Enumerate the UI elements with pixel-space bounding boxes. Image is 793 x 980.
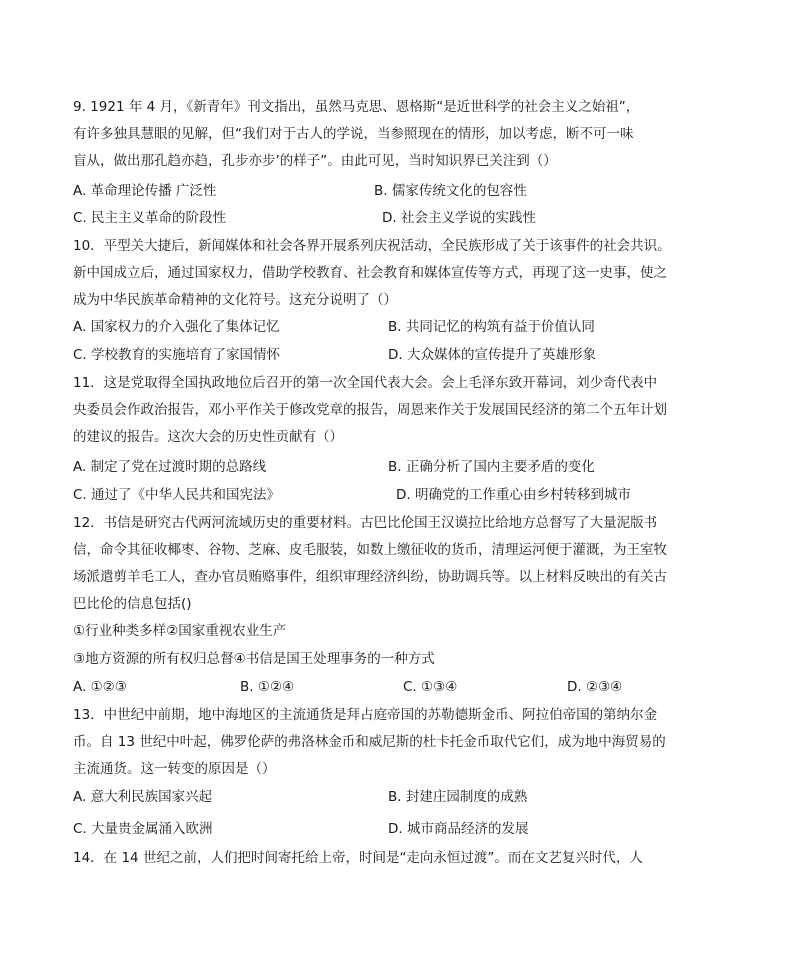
q9-option-a: A. 革命理论传播 广泛性 — [73, 183, 217, 199]
q9-option-c: C. 民主主义革命的阶段性 — [73, 210, 227, 226]
q12-line-3: 场派遣剪羊毛工人，查办官员贿赂事件，组织审理经济纠纷，协助调兵等。以上材料反映出的有关古 — [73, 569, 667, 585]
q12-option-d: D. ②③④ — [567, 679, 623, 695]
q10-option-d: D. 大众媒体的宣传提升了英雄形象 — [388, 347, 596, 363]
q11-option-c: C. 通过了《中华人民共和国宪法》 — [73, 487, 281, 503]
q10-option-a: A. 国家权力的介入强化了集体记忆 — [73, 319, 280, 335]
q9-option-d: D. 社会主义学说的实践性 — [382, 210, 536, 226]
q13-option-d: D. 城市商品经济的发展 — [388, 821, 529, 837]
q10-option-b: B. 共同记忆的构筑有益于价值认同 — [388, 319, 595, 335]
q13-option-c: C. 大量贵金属涌入欧洲 — [73, 821, 213, 837]
q9-line-2: 有许多独具慧眼的见解，但“我们对于古人的学说，当参照现在的情形，加以考虑，断不可一味 — [73, 126, 634, 142]
q11-line-3: 的建议的报告。这次大会的历史性贡献有（） — [73, 429, 343, 445]
q10-line-3: 成为中华民族革命精神的文化符号。这充分说明了（） — [73, 292, 397, 308]
q13-line-3: 主流通货。这一转变的原因是（） — [73, 761, 276, 777]
q11-line-1: 11．这是党取得全国执政地位后召开的第一次全国代表大会。会上毛泽东致开幕词，刘少奇代表中 — [73, 375, 658, 391]
q13-option-a: A. 意大利民族国家兴起 — [73, 789, 213, 805]
q12-line-4: 巴比伦的信息包括() — [73, 596, 192, 612]
q10-option-c: C. 学校教育的实施培育了家国情怀 — [73, 347, 281, 363]
q14-line-1: 14．在 14 世纪之前，人们把时间寄托给上帝，时间是“走向永恒过渡”。而在文艺复兴时代，人 — [73, 850, 643, 866]
q10-line-2: 新中国成立后，通过国家权力，借助学校教育、社会教育和媒体宣传等方式，再现了这一史事，使之 — [73, 265, 667, 281]
q12-line-1: 12．书信是研究古代两河流域历史的重要材料。古巴比伦国王汉谟拉比给地方总督写了大量泥版书 — [73, 515, 658, 531]
q11-option-d: D. 明确党的工作重心由乡村转移到城市 — [396, 487, 631, 503]
q9-line-3: 盲从，做出那孔趋亦趋，孔步亦步’的样子”。由此可见，当时知识界已关注到（） — [73, 153, 557, 169]
q12-option-b: B. ①②④ — [240, 679, 295, 695]
q9-option-b: B. 儒家传统文化的包容性 — [374, 183, 527, 199]
q12-statement-2: ③地方资源的所有权归总督④书信是国王处理事务的一种方式 — [73, 651, 435, 667]
q13-line-2: 币。自 13 世纪中叶起，佛罗伦萨的弗洛林金币和威尼斯的杜卡托金币取代它们，成为地中海贸易的 — [73, 734, 666, 750]
q11-option-b: B. 正确分析了国内主要矛盾的变化 — [388, 459, 595, 475]
q9-line-1: 9. 1921 年 4 月，《新青年》刊文指出，虽然马克思、恩格斯“是近世科学的社会主义之始祖”， — [73, 99, 640, 115]
q12-line-2: 信，命令其征收椰枣、谷物、芝麻、皮毛服装，如数上缴征收的货币，清理运河便于灌溉，为王室牧 — [73, 542, 667, 558]
q12-statement-1: ①行业种类多样②国家重视农业生产 — [73, 623, 287, 639]
q12-option-a: A. ①②③ — [73, 679, 127, 695]
q12-option-c: C. ①③④ — [403, 679, 458, 695]
q11-option-a: A. 制定了党在过渡时期的总路线 — [73, 459, 267, 475]
q10-line-1: 10．平型关大捷后，新闻媒体和社会各界开展系列庆祝活动，全民族形成了关于该事件的社会共识。 — [73, 238, 671, 254]
q13-option-b: B. 封建庄园制度的成熟 — [388, 789, 528, 805]
q13-line-1: 13．中世纪中前期，地中海地区的主流通货是拜占庭帝国的苏勒德斯金币、阿拉伯帝国的第纳尔金 — [73, 707, 658, 723]
q11-line-2: 央委员会作政治报告，邓小平作关于修改党章的报告，周恩来作关于发展国民经济的第二个五年计划 — [73, 402, 667, 418]
